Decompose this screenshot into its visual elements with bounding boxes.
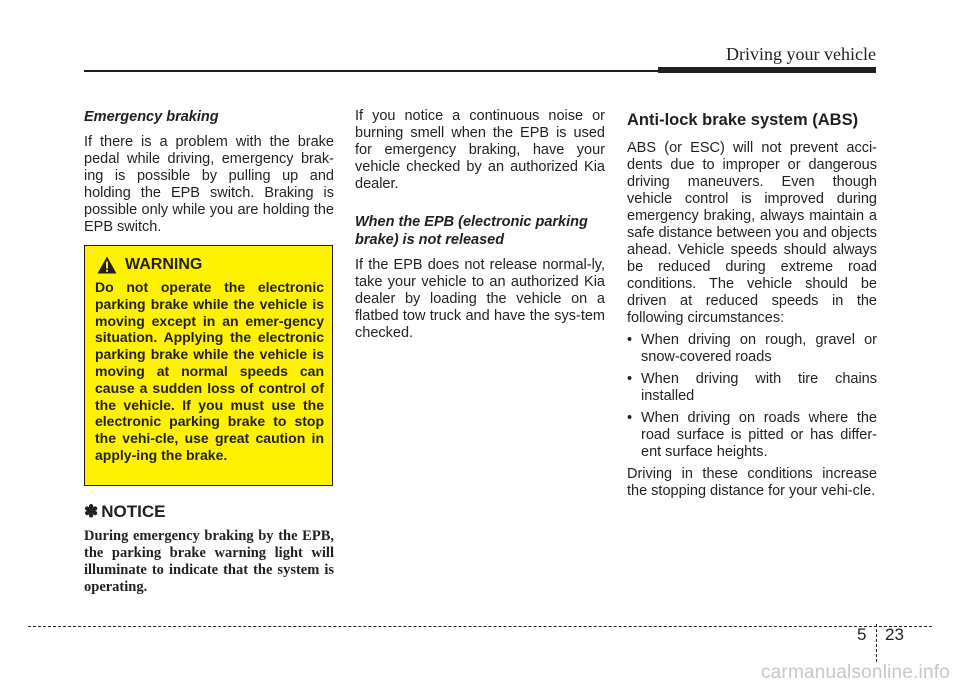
abs-heading: Anti-lock brake system (ABS) — [627, 111, 859, 129]
notice-title: NOTICE — [101, 502, 166, 521]
page-number-divider — [876, 624, 877, 662]
notice-header — [84, 502, 334, 522]
bullet-icon: • — [627, 332, 633, 348]
list-item: • When driving on roads where the road surface is pitted or has differ-ent surface heights. — [627, 410, 877, 460]
list-item: • When driving on rough, gravel or snow-covered roads — [627, 332, 877, 365]
column-3 — [627, 108, 877, 500]
page-number: 23 — [885, 625, 904, 644]
watermark: carmanualsonline.info — [760, 662, 950, 683]
header-title: Driving your vehicle — [726, 44, 876, 64]
epb-not-released-subheading: When the EPB (electronic parking brake) is not released — [355, 214, 588, 248]
warning-title: WARNING — [125, 256, 203, 273]
list-item: • When driving with tire chains installed — [627, 371, 877, 404]
abs-closing-paragraph: Driving in these conditions increase the stopping distance for your vehi-cle. — [627, 466, 877, 499]
bullet-icon: • — [627, 410, 633, 426]
bullet-icon: • — [627, 371, 633, 387]
column-1 — [84, 108, 334, 236]
emergency-braking-paragraph: If there is a problem with the brake pedal while driving, emergency brak-ing is possible by pulling up and holding the EPB switch. Braking is possible only while you are holding the EPB switch. — [84, 134, 334, 235]
warning-box — [84, 245, 333, 486]
abs-paragraph: ABS (or ESC) will not prevent acci-dents due to improper or dangerous driving maneuvers. Even though vehicle control is improved during emergency braking, always maintain a safe distance between you and objects ahead. Vehicle speeds should always be reduced during extreme road conditions. The vehicle should be driven at reduced speeds in the following circumstances: — [627, 140, 877, 326]
warning-header — [95, 256, 324, 274]
notice-block — [84, 502, 334, 596]
chapter-number: 5 — [857, 625, 867, 644]
notice-asterisk-icon: ✽ — [84, 502, 99, 521]
warning-triangle-icon — [97, 256, 117, 274]
column-2 — [355, 108, 605, 342]
epb-not-released-paragraph: If the EPB does not release normal-ly, take your vehicle to an authorized Kia dealer by loading the vehicle on a flatbed tow truck and have the sys-tem checked. — [355, 257, 605, 341]
header-rule-accent — [658, 67, 876, 73]
emergency-braking-subheading: Emergency braking — [84, 109, 219, 125]
epb-noise-paragraph: If you notice a continuous noise or burning smell when the EPB is used for emergency braking, have your vehicle checked by an authorized Kia dealer. — [355, 108, 605, 192]
footer-rule — [28, 626, 932, 627]
notice-text: During emergency braking by the EPB, the parking brake warning light will illuminate to indicate that the system is operating. — [84, 528, 334, 595]
warning-text: Do not operate the electronic parking brake while the vehicle is moving except in an emer-gency situation. Applying the electronic parking brake while the vehicle is moving at normal speeds can cause a sudden loss of control of the vehicle. If you must use the electronic parking brake to stop the vehi-cle, use great caution in apply-ing the brake. — [95, 279, 324, 463]
